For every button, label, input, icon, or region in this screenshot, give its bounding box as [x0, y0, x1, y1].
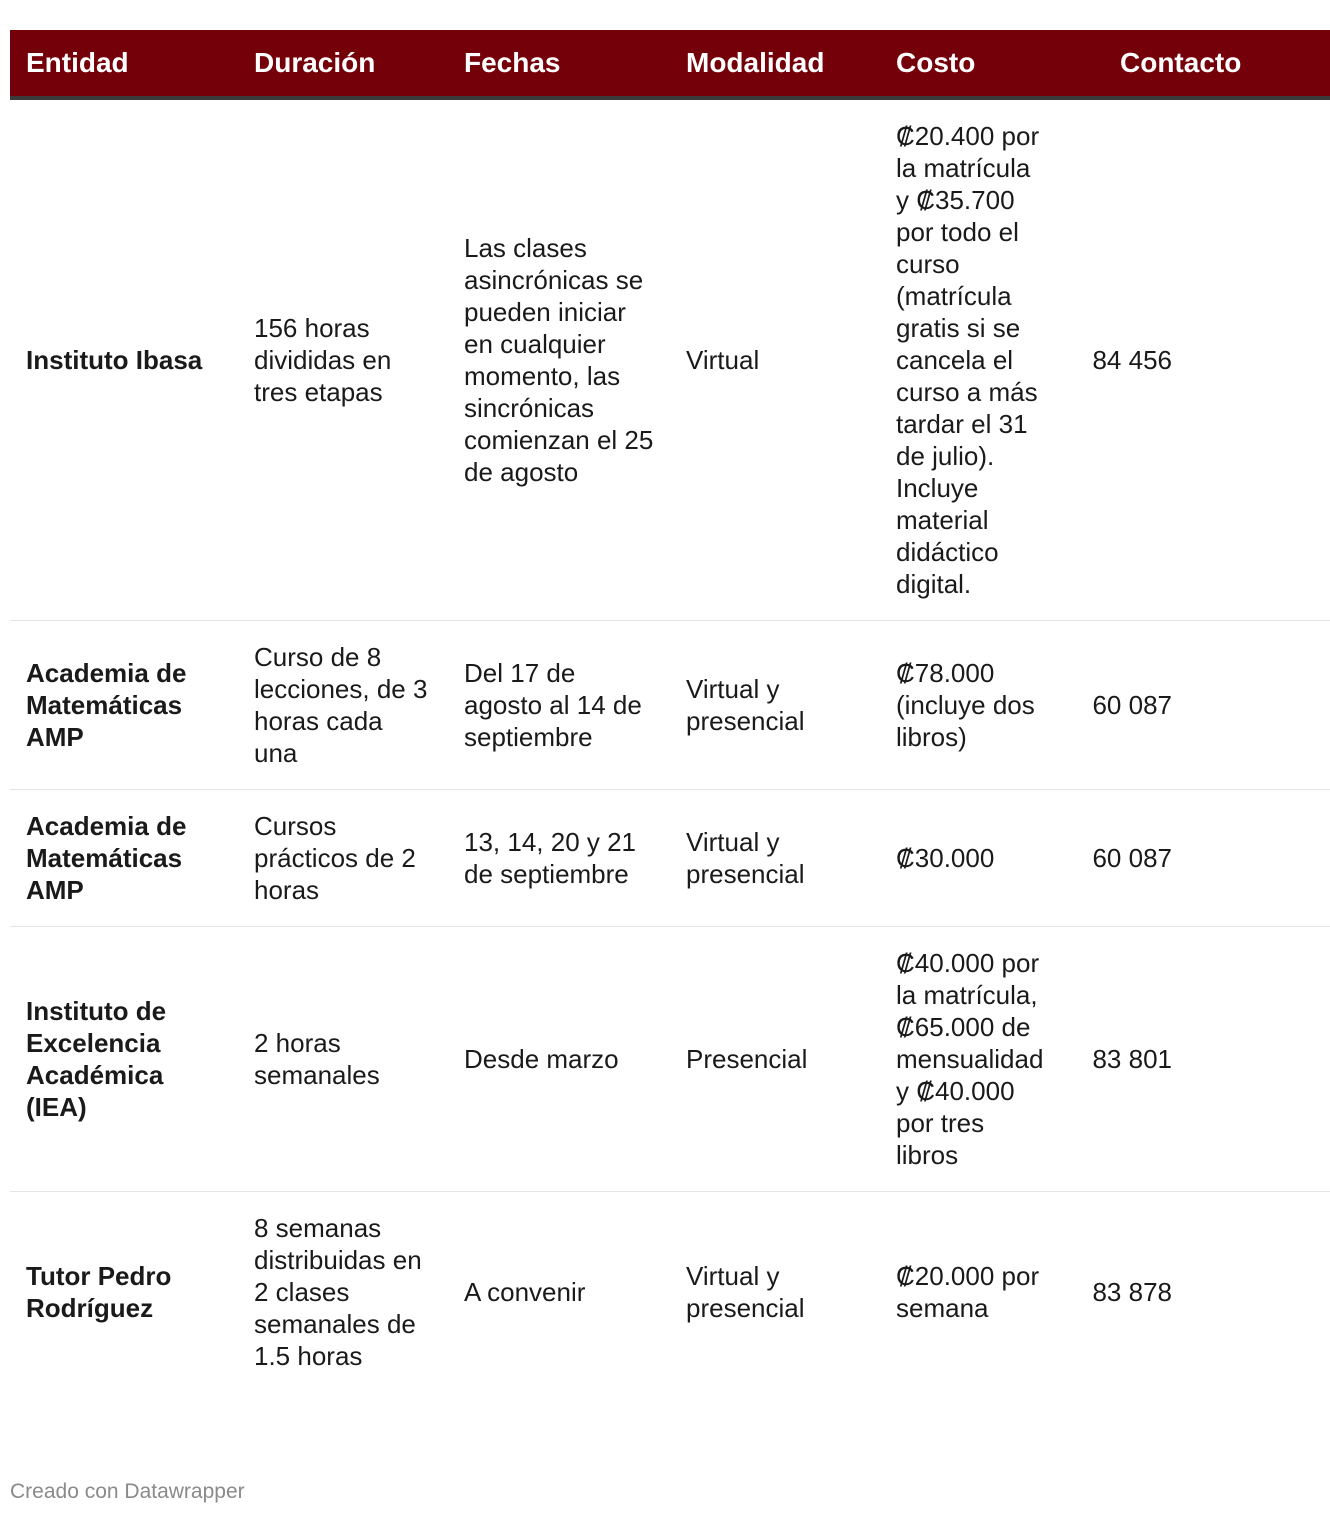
cell-contacto: 83 801	[1058, 927, 1330, 1192]
cell-fechas: 13, 14, 20 y 21 de septiembre	[448, 790, 670, 927]
datawrapper-credit[interactable]: Creado con Datawrapper	[10, 1480, 245, 1503]
cell-modalidad: Virtual y presencial	[686, 1261, 805, 1323]
courses-table-wrapper	[10, 30, 1242, 1392]
cell-entidad: Instituto Ibasa	[10, 98, 238, 621]
cell-modalidad: Virtual	[670, 98, 880, 621]
cell-costo: ₡30.000	[880, 790, 1058, 927]
header-modalidad[interactable]: Modalidad	[670, 30, 880, 98]
cell-entidad: Academia de Matemáticas AMP	[10, 621, 238, 790]
table-row	[10, 1192, 1330, 1393]
cell-modalidad: Presencial	[670, 927, 880, 1192]
header-fechas[interactable]: Fechas	[448, 30, 670, 98]
table-header	[10, 30, 1330, 98]
table-row	[10, 790, 1330, 927]
cell-contacto: 60 087	[1058, 621, 1330, 790]
table-row	[10, 927, 1330, 1192]
cell-fechas: Desde marzo	[448, 927, 670, 1192]
cell-duracion: Cursos prácticos de 2 horas	[238, 790, 448, 927]
cell-duracion: 156 horas divididas en tres etapas	[238, 98, 448, 621]
cell-fechas: Las clases asincrónicas se pueden iniciar en cualquier momento, las sincrónicas comienzan el 25 de agosto	[448, 98, 670, 621]
cell-duracion: Curso de 8 lecciones, de 3 horas cada una	[238, 621, 448, 790]
cell-modalidad: Virtual y presencial	[670, 790, 880, 927]
table-row	[10, 621, 1330, 790]
cell-contacto: 60 087	[1058, 790, 1330, 927]
table-row	[10, 98, 1330, 621]
cell-contacto: 83 878	[1092, 1277, 1172, 1307]
cell-fechas: Del 17 de agosto al 14 de septiembre	[448, 621, 670, 790]
cell-duracion: 2 horas semanales	[238, 927, 448, 1192]
header-contacto[interactable]: Contacto	[1058, 30, 1330, 98]
header-costo[interactable]: Costo	[880, 30, 1058, 98]
header-duracion[interactable]: Duración	[238, 30, 448, 98]
table-body	[10, 98, 1330, 1392]
cell-entidad: Academia de Matemáticas AMP	[10, 790, 238, 927]
cell-fechas: A convenir	[464, 1277, 586, 1307]
cell-costo: ₡40.000 por la matrícula, ₡65.000 de mensualidad y ₡40.000 por tres libros	[880, 927, 1058, 1192]
courses-table	[10, 30, 1330, 1392]
header-row	[10, 30, 1330, 98]
header-entidad[interactable]: Entidad	[10, 30, 238, 98]
cell-costo: ₡20.000 por semana	[896, 1261, 1040, 1323]
cell-costo: ₡78.000 (incluye dos libros)	[880, 621, 1058, 790]
cell-entidad: Tutor Pedro Rodríguez	[26, 1261, 172, 1323]
cell-costo: ₡20.400 por la matrícula y ₡35.700 por todo el curso (matrícula gratis si se cancela el curso a más tardar el 31 de julio). Incluye material didáctico digital.	[880, 98, 1058, 621]
cell-entidad: Instituto de Excelencia Académica (IEA)	[10, 927, 238, 1192]
cell-modalidad: Virtual y presencial	[670, 621, 880, 790]
cell-contacto: 84 456	[1058, 98, 1330, 621]
cell-duracion: 8 semanas distribuidas en 2 clases semanales de 1.5 horas	[254, 1213, 422, 1371]
